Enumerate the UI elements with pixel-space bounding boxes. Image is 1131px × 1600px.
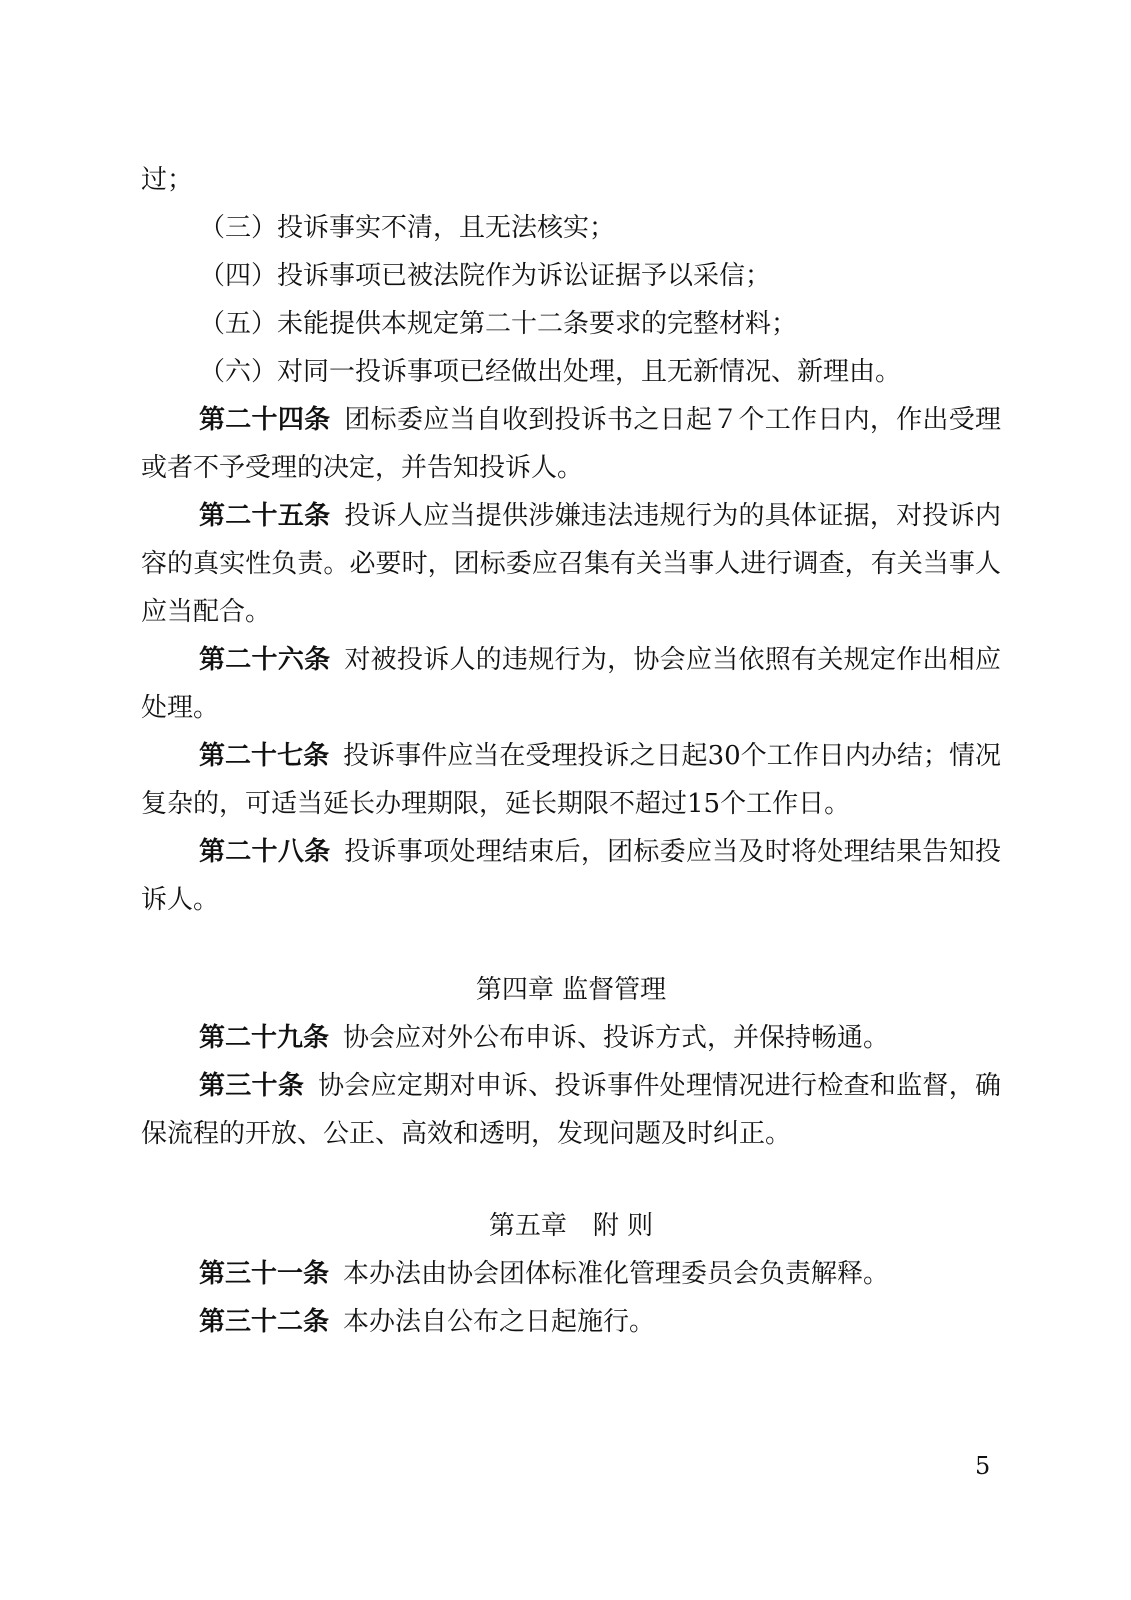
page-content — [141, 156, 1001, 1346]
article-text: 投诉人应当提供涉嫌违法违规行为的具体证据，对投诉内容的真实性负责。必要时，团标委应召集有关当事人进行调查，有关当事人应当配合。 — [141, 501, 1001, 627]
article-text: 对被投诉人的违规行为，协会应当依照有关规定作出相应处理。 — [141, 645, 1001, 723]
article-27 — [141, 732, 1001, 828]
article-text: 协会应对外公布申诉、投诉方式，并保持畅通。 — [343, 1023, 890, 1053]
list-item-3: （三）投诉事实不清，且无法核实； — [199, 213, 616, 243]
article-31 — [141, 1250, 1001, 1298]
article-text: 本办法自公布之日起施行。 — [343, 1307, 656, 1337]
list-item-6: （六）对同一投诉事项已经做出处理，且无新情况、新理由。 — [199, 357, 902, 387]
article-24 — [141, 396, 1001, 492]
article-30 — [141, 1062, 1001, 1158]
page-number: 5 — [975, 1452, 991, 1480]
list-item-5: （五）未能提供本规定第二十二条要求的完整材料； — [199, 309, 798, 339]
article-label: 第三十二条 — [199, 1307, 330, 1337]
article-29 — [141, 1014, 1001, 1062]
article-label: 第二十八条 — [199, 837, 331, 867]
list-item-4: （四）投诉事项已被法院作为诉讼证据予以采信； — [199, 261, 772, 291]
article-26 — [141, 636, 1001, 732]
article-label: 第二十九条 — [199, 1023, 330, 1053]
article-label: 第三十一条 — [199, 1259, 330, 1289]
article-32 — [141, 1298, 1001, 1346]
article-label: 第二十六条 — [199, 645, 331, 675]
continued-line: 过； — [141, 165, 194, 195]
article-text: 协会应定期对申诉、投诉事件处理情况进行检查和监督，确保流程的开放、公正、高效和透明，发现问题及时纠正。 — [141, 1071, 1001, 1149]
article-label: 第二十五条 — [199, 501, 331, 531]
article-label: 第二十七条 — [199, 741, 330, 771]
article-25 — [141, 492, 1001, 636]
article-text: 本办法由协会团体标准化管理委员会负责解释。 — [343, 1259, 890, 1289]
article-text: 投诉事项处理结束后，团标委应当及时将处理结果告知投诉人。 — [141, 837, 1001, 915]
article-label: 第二十四条 — [199, 405, 331, 435]
article-label: 第三十条 — [199, 1071, 305, 1101]
chapter-heading-5: 第五章 附 则 — [488, 1211, 654, 1241]
article-text: 团标委应当自收到投诉书之日起７个工作日内，作出受理或者不予受理的决定，并告知投诉人。 — [141, 405, 1001, 483]
article-28 — [141, 828, 1001, 924]
chapter-heading-4: 第四章 监督管理 — [475, 975, 667, 1005]
article-text: 投诉事件应当在受理投诉之日起30个工作日内办结；情况复杂的，可适当延长办理期限，延长期限不超过15个工作日。 — [141, 741, 1001, 819]
